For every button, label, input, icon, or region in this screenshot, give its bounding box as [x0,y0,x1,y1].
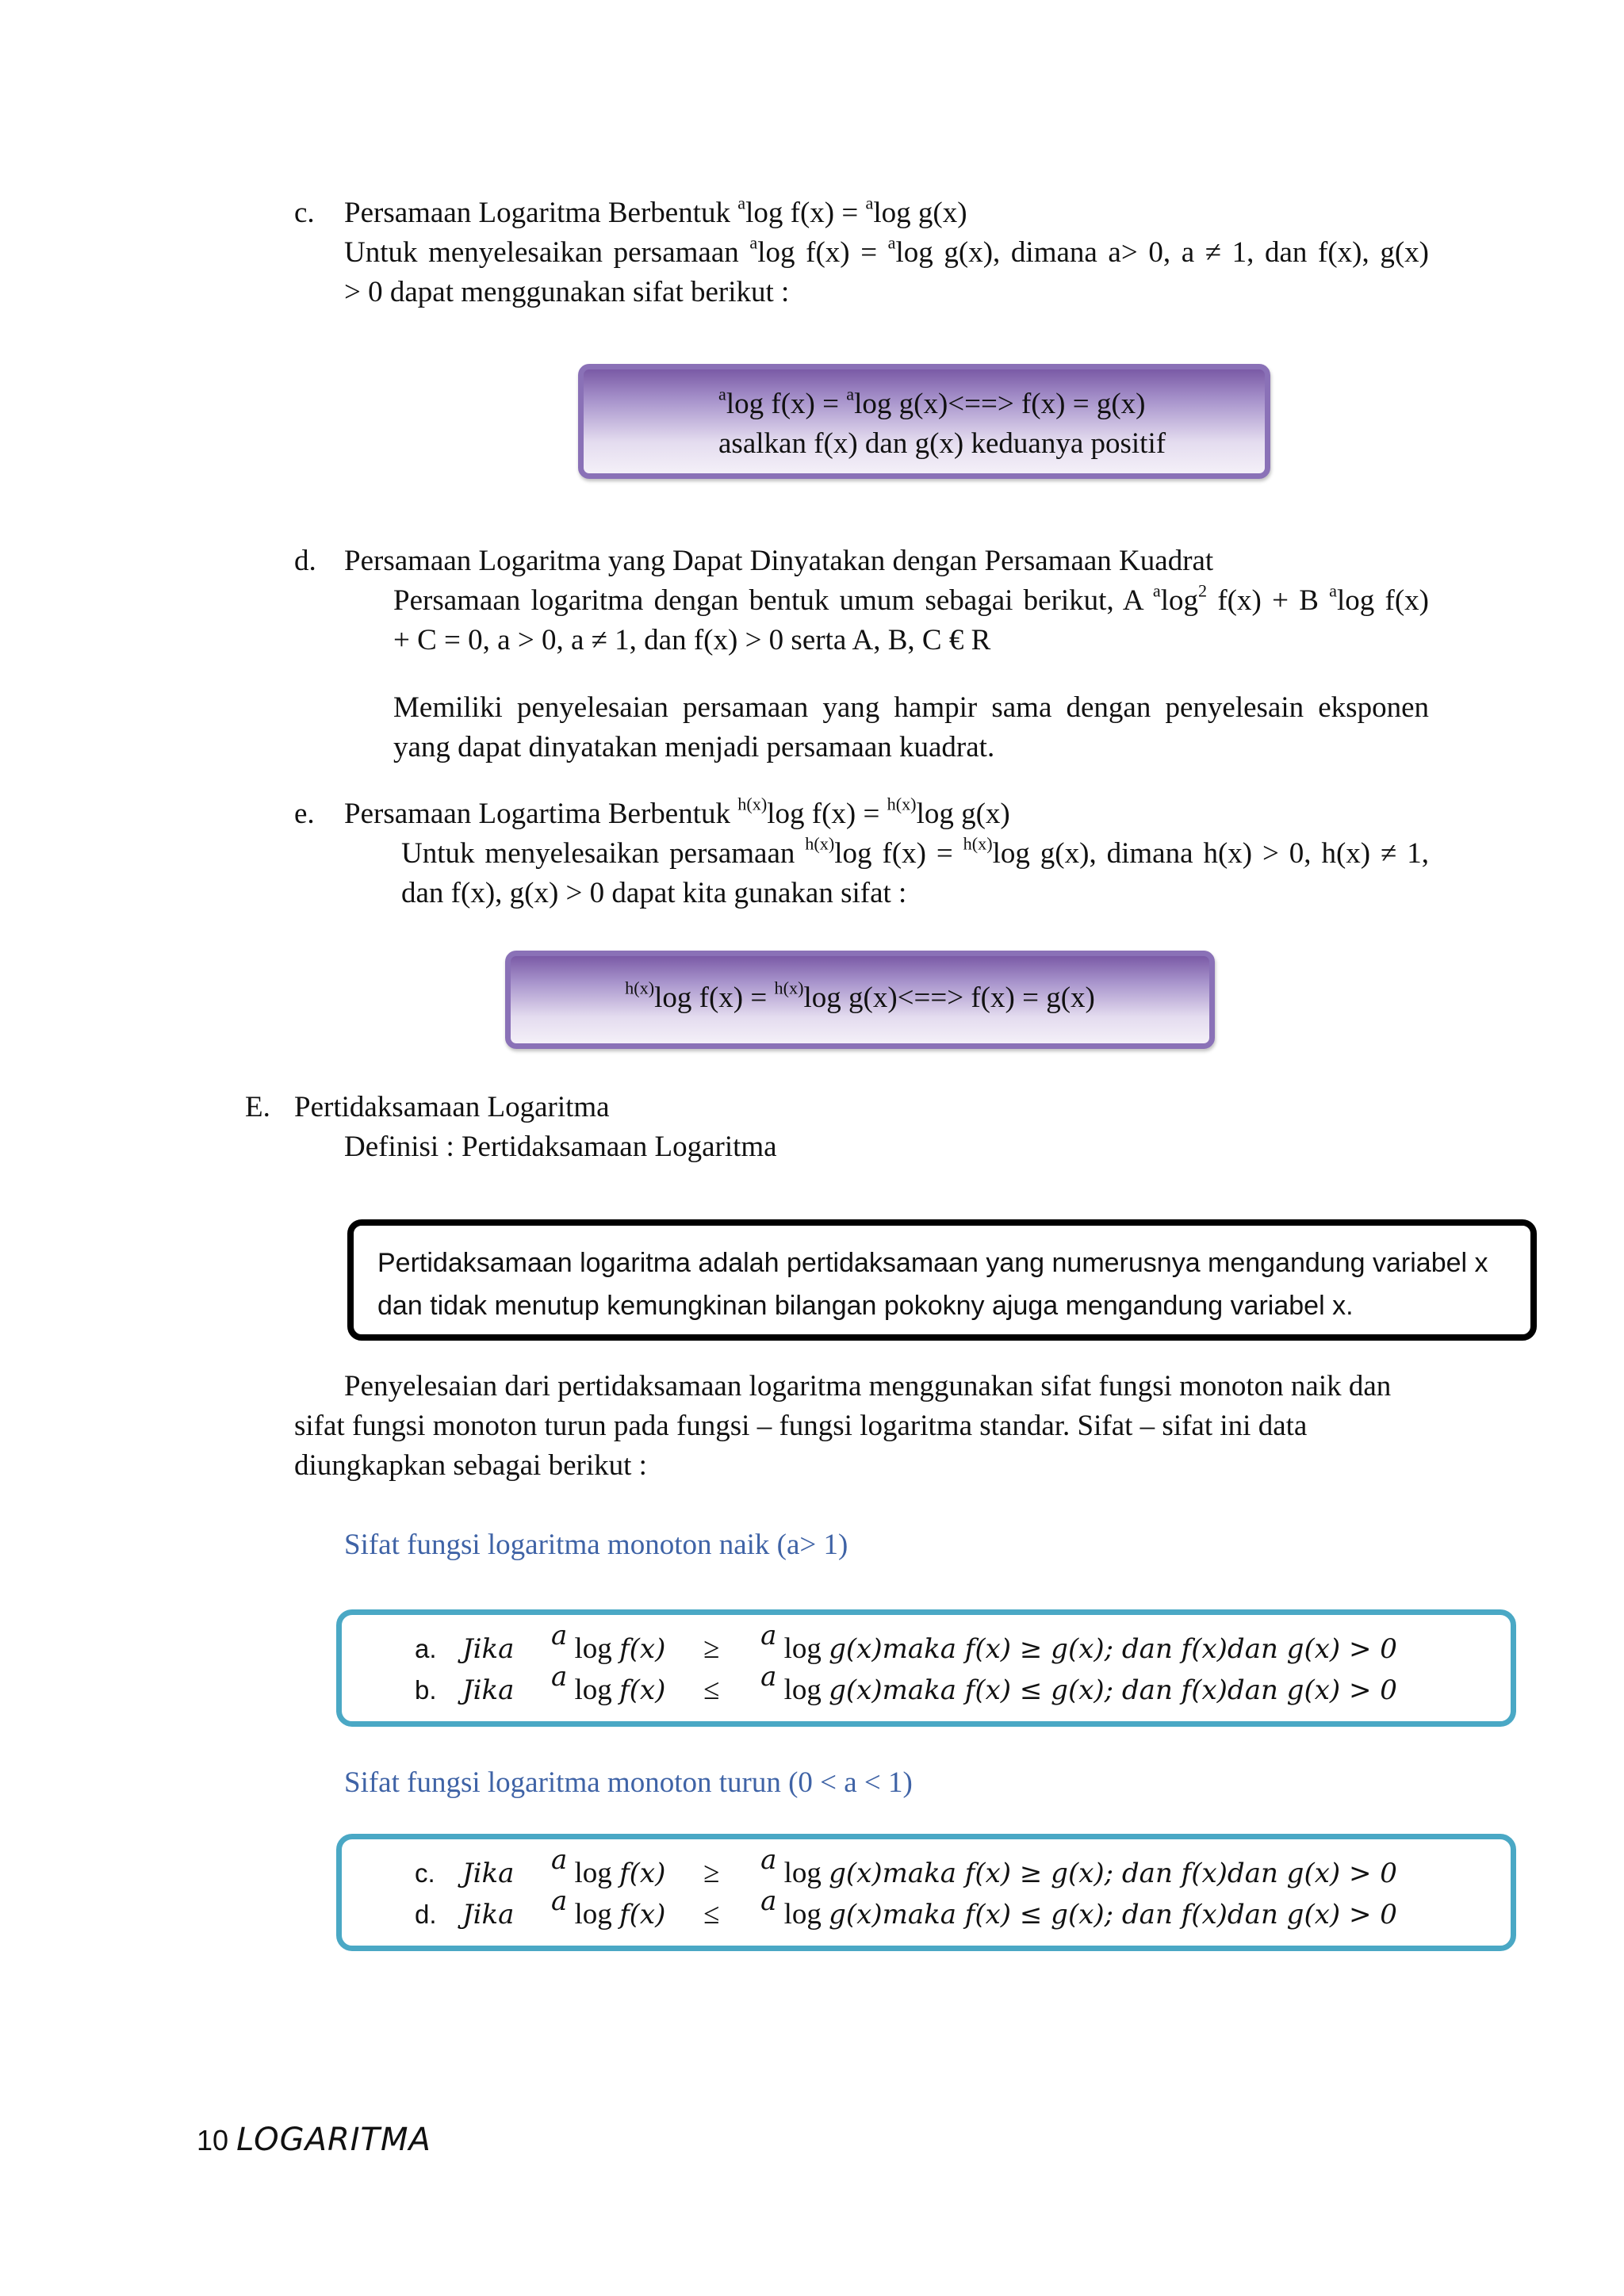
explanation-line1: Penyelesaian dari pertidaksamaan logaritma menggunakan sifat fungsi monoton naik dan [344,1370,1392,1402]
section-E-marker: E. [245,1091,270,1123]
page-number: 10 [197,2124,229,2156]
item-d-title: Persamaan Logaritma yang Dapat Dinyatakan dengan Persamaan Kuadrat [344,545,1214,577]
item-e-line3: dan f(x), g(x) > 0 dapat kita gunakan sifat : [401,877,907,909]
section-E-title: Pertidaksamaan Logaritma [294,1091,610,1123]
definition-box [347,1219,1537,1341]
footer-title: LOGARITMA [236,2122,431,2158]
item-e-title: Persamaan Logartima Berbentuk $^{h(x)}$log f(x) = $^{h(x)}$log g(x) [344,794,1010,830]
rule-row: d. Jika $^a$ log f(x) ≤ $^a$ log g(x)maka f(x) ≤ g(x); dan f(x)dan g(x) > 0 [415,1885,1397,1931]
item-d-para-line2: yang dapat dinyatakan menjadi persamaan kuadrat. [393,731,995,763]
page-footer [197,2122,431,2158]
item-c-marker: c. [294,197,315,229]
property-box-e-line: $^{h(x)}$log f(x) = $^{h(x)}$log g(x)<==> f(x) = g(x) [625,978,1095,1014]
property-box-e [505,951,1215,1049]
item-d-marker: d. [294,545,316,577]
item-e-marker: e. [294,798,315,830]
property-box-c-line1: $^a$log f(x) = $^a$log g(x)<==> f(x) = g(x) [718,384,1146,420]
property-box-c-line2: asalkan f(x) dan g(x) keduanya positif [718,427,1166,460]
item-c-line2: Untuk menyelesaikan persamaan $^a$log f(x) = $^a$log g(x), dimana a> 0, a ≠ 1, dan f(x), g(x) [344,232,1429,269]
rule-row: b. Jika $^a$ log f(x) ≤ $^a$ log g(x)maka f(x) ≤ g(x); dan f(x)dan g(x) > 0 [415,1661,1397,1706]
definition-label: Definisi : Pertidaksamaan Logaritma [344,1131,777,1163]
explanation-line3: diungkapkan sebagai berikut : [294,1449,647,1482]
monoton-naik-heading: Sifat fungsi logaritma monoton naik (a> 1) [344,1529,848,1561]
rule-row: c. Jika $^a$ log f(x) ≥ $^a$ log g(x)maka f(x) ≥ g(x); dan f(x)dan g(x) > 0 [415,1844,1397,1889]
rule-row: a. Jika $^a$ log f(x) ≥ $^a$ log g(x)maka f(x) ≥ g(x); dan f(x)dan g(x) > 0 [415,1620,1397,1665]
explanation-line2: sifat fungsi monoton turun pada fungsi – fungsi logaritma standar. Sifat – sifat ini data [294,1410,1308,1442]
rules-box-turun [336,1834,1516,1951]
rules-box-naik [336,1609,1516,1727]
item-e-line2: Untuk menyelesaikan persamaan $^{h(x)}$log f(x) = $^{h(x)}$log g(x), dimana h(x) > 0, h(x) ≠ 1, [401,833,1429,870]
item-d-line1: Persamaan logaritma dengan bentuk umum sebagai berikut, A $^a\log^2$ f(x) + B $^a$log f(x) [393,580,1430,617]
monoton-turun-heading: Sifat fungsi logaritma monoton turun (0 < a < 1) [344,1766,913,1799]
item-d-line2: + C = 0, a > 0, a ≠ 1, dan f(x) > 0 serta A, B, C € R [393,624,991,656]
definition-line1: Pertidaksamaan logaritma adalah pertidaksamaan yang numerusnya mengandung variabel x [377,1248,1488,1278]
definition-line2: dan tidak menutup kemungkinan bilangan pokokny ajuga mengandung variabel x. [377,1291,1354,1321]
item-c-line3: > 0 dapat menggunakan sifat berikut : [344,276,790,308]
item-d-para-line1: Memiliki penyelesaian persamaan yang hampir sama dengan penyelesain eksponen [393,691,1429,724]
property-box-c [578,364,1270,479]
item-c-title: Persamaan Logaritma Berbentuk $^a$log f(x) = $^a$log g(x) [344,193,967,229]
